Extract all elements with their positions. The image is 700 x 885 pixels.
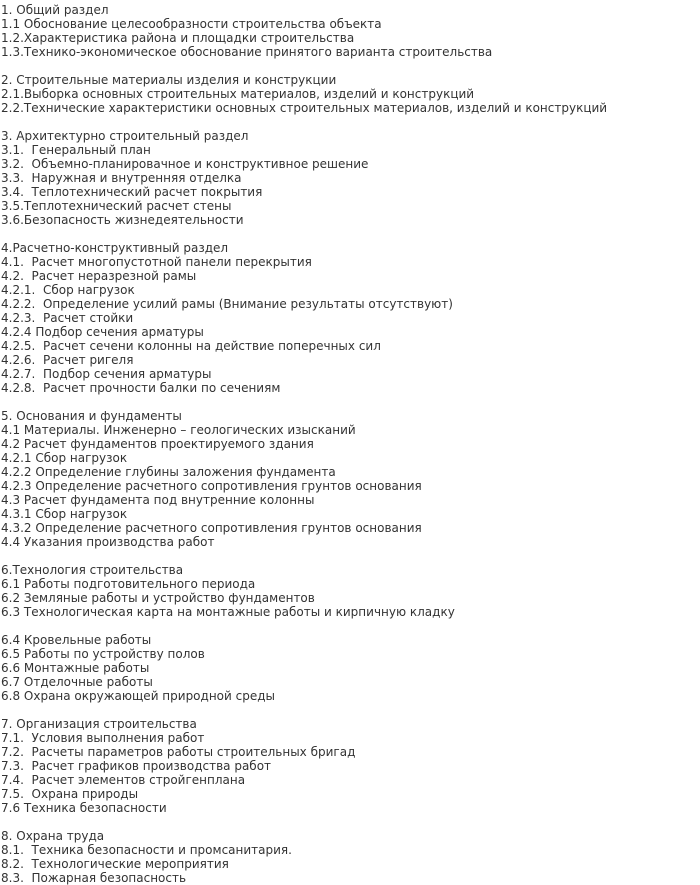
toc-entry: 7.2. Расчеты параметров работы строительных бригад: [1, 745, 356, 759]
section-heading: 2. Строительные материалы изделия и конструкции: [1, 73, 337, 87]
toc-entry: 4.2.1. Сбор нагрузок: [1, 283, 135, 297]
toc-entry: 1.2.Характеристика района и площадки строительства: [1, 31, 355, 45]
toc-entry: 4.2.4 Подбор сечения арматуры: [1, 325, 204, 339]
toc-entry: 6.3 Технологическая карта на монтажные работы и кирпичную кладку: [1, 605, 455, 619]
toc-entry: 2.2.Технические характеристики основных строительных материалов, изделий и конструкций: [1, 101, 608, 115]
toc-entry: 4.3.2 Определение расчетного сопротивления грунтов основания: [1, 521, 422, 535]
toc-entry: 3.2. Объемно-планировачное и конструктивное решение: [1, 157, 369, 171]
toc-entry: 8.1. Техника безопасности и промсанитария.: [1, 843, 292, 857]
toc-entry: 4.2.8. Расчет прочности балки по сечениям: [1, 381, 281, 395]
toc-entry: 4.2.3. Расчет стойки: [1, 311, 134, 325]
toc-section: [1, 129, 700, 227]
toc-section: [1, 717, 700, 815]
toc-entry: 4.1. Расчет многопустотной панели перекрытия: [1, 255, 312, 269]
toc-entry: 4.2.7. Подбор сечения арматуры: [1, 367, 212, 381]
toc-entry: 3.3. Наружная и внутренняя отделка: [1, 171, 242, 185]
toc-entry: 4.2 Расчет фундаментов проектируемого здания: [1, 437, 314, 451]
toc-entry: 4.1 Материалы. Инженерно – геологических изысканий: [1, 423, 356, 437]
toc-entry: 6.8 Охрана окружающей природной среды: [1, 689, 275, 703]
toc-section: [1, 633, 700, 703]
toc-entry: 8.3. Пожарная безопасность: [1, 871, 187, 885]
section-heading: 4.Расчетно-конструктивный раздел: [1, 241, 229, 255]
toc-entry: 1.3.Технико-экономическое обоснование принятого варианта строительства: [1, 45, 493, 59]
toc-entry: 4.2. Расчет неразрезной рамы: [1, 269, 197, 283]
toc-section: [1, 409, 700, 549]
toc-entry: 7.4. Расчет элементов стройгенплана: [1, 773, 246, 787]
toc-entry: 6.5 Работы по устройству полов: [1, 647, 205, 661]
toc-entry: 3.6.Безопасность жизнедеятельности: [1, 213, 244, 227]
toc-section: [1, 3, 700, 59]
toc-entry: 4.3.1 Сбор нагрузок: [1, 507, 128, 521]
toc-entry: 4.4 Указания производства работ: [1, 535, 215, 549]
toc-entry: 4.2.6. Расчет ригеля: [1, 353, 134, 367]
toc-entry: 8.2. Технологические мероприятия: [1, 857, 229, 871]
section-heading: 6.4 Кровельные работы: [1, 633, 152, 647]
toc-entry: 4.2.5. Расчет сечени колонны на действие поперечных сил: [1, 339, 381, 353]
section-heading: 3. Архитектурно строительный раздел: [1, 129, 249, 143]
toc-entry: 6.7 Отделочные работы: [1, 675, 153, 689]
toc-entry: 4.2.3 Определение расчетного сопротивления грунтов основания: [1, 479, 422, 493]
toc-section: [1, 241, 700, 395]
toc-entry: 7.6 Техника безопасности: [1, 801, 167, 815]
section-heading: 7. Организация строительства: [1, 717, 197, 731]
toc-entry: 2.1.Выборка основных строительных материалов, изделий и конструкций: [1, 87, 475, 101]
toc-entry: 6.1 Работы подготовительного периода: [1, 577, 256, 591]
toc-entry: 1.1 Обоснование целесообразности строительства объекта: [1, 17, 382, 31]
toc-entry: 4.2.2 Определение глубины заложения фундамента: [1, 465, 336, 479]
section-heading: 5. Основания и фундаменты: [1, 409, 182, 423]
toc-section: [1, 73, 700, 115]
toc-entry: 3.4. Теплотехнический расчет покрытия: [1, 185, 263, 199]
toc-entry: 4.2.2. Определение усилий рамы (Внимание результаты отсутствуют): [1, 297, 453, 311]
toc-section: [1, 563, 700, 619]
toc-entry: 4.2.1 Сбор нагрузок: [1, 451, 128, 465]
toc-entry: 7.5. Охрана природы: [1, 787, 139, 801]
toc-entry: 6.2 Земляные работы и устройство фундаментов: [1, 591, 315, 605]
toc-entry: 6.6 Монтажные работы: [1, 661, 150, 675]
toc-entry: 4.3 Расчет фундамента под внутренние колонны: [1, 493, 315, 507]
toc-entry: 7.1. Условия выполнения работ: [1, 731, 205, 745]
toc-section: [1, 829, 700, 885]
toc-entry: 3.1. Генеральный план: [1, 143, 151, 157]
section-heading: 6.Технология строительства: [1, 563, 184, 577]
toc-entry: 3.5.Теплотехнический расчет стены: [1, 199, 232, 213]
toc-entry: 7.3. Расчет графиков производства работ: [1, 759, 272, 773]
section-heading: 8. Охрана труда: [1, 829, 105, 843]
section-heading: 1. Общий раздел: [1, 3, 109, 17]
